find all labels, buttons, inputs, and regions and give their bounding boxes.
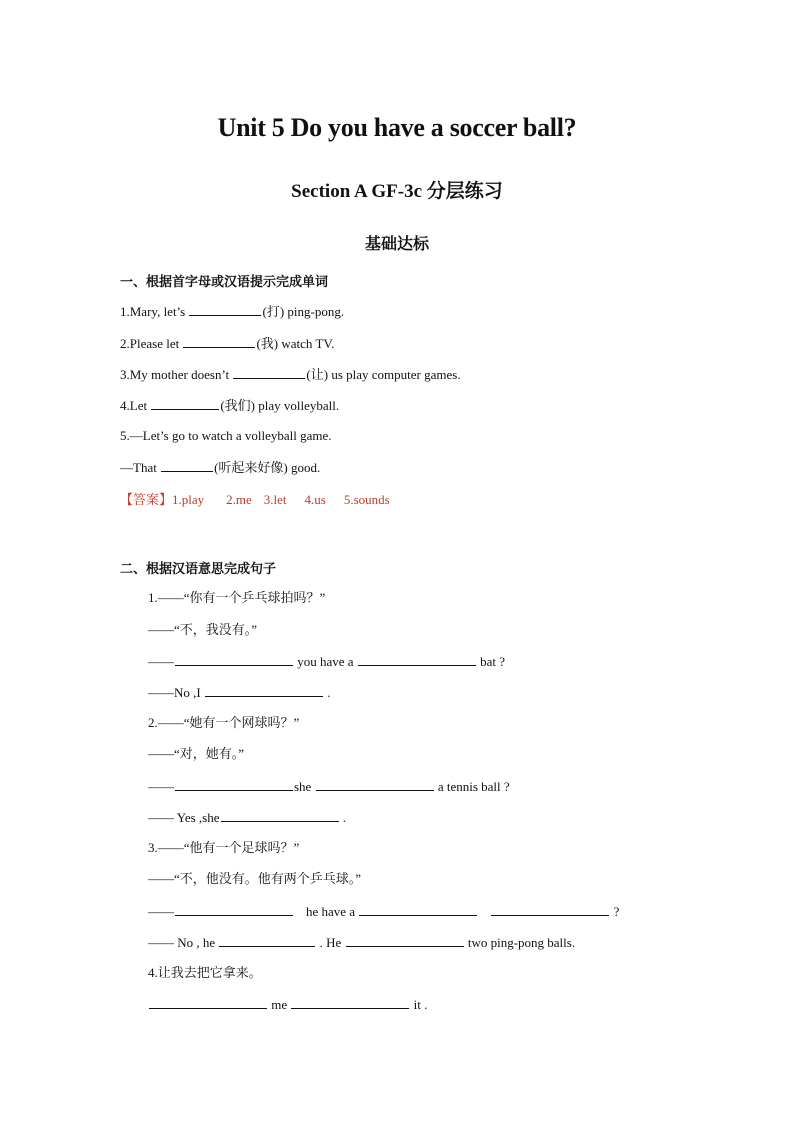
exercise-1-5-response: —That (听起来好像) good. [120,460,321,475]
exercise-2-4-chinese: 4.让我去把它拿来。 [148,965,262,980]
page-title: Unit 5 Do you have a soccer ball? [217,113,577,142]
answer-blank[interactable] [151,397,219,410]
answer-blank[interactable] [316,778,434,791]
answer-blank[interactable] [359,903,477,916]
exercise-2-4-english: me it . [148,996,427,1013]
exercise-1-3: 3.My mother doesn’t (让) us play computer games. [120,367,461,382]
level-heading: 基础达标 [364,234,429,253]
exercise-2-2-english-question: —— she a tennis ball ? [148,779,510,794]
answer-blank[interactable] [175,903,293,916]
answer-blank[interactable] [189,303,261,316]
exercise-1-2: 2.Please let (我) watch TV. [120,336,335,351]
section-1-heading: 一、根据首字母或汉语提示完成单词 [120,275,329,290]
answer-blank[interactable] [233,366,305,379]
answer-blank[interactable] [183,335,255,348]
answer-blank[interactable] [149,996,267,1009]
answer-blank[interactable] [346,934,464,947]
exercise-2-1-chinese-question: 1.——“你有一个乒乓球拍吗？” [148,590,326,605]
exercise-1-1: 1.Mary, let’s (打) ping-pong. [120,304,345,319]
answer-blank[interactable] [205,684,323,697]
exercise-1-4: 4.Let (我们) play volleyball. [120,398,340,413]
answer-blank[interactable] [491,903,609,916]
exercise-2-1-chinese-answer: ——“不，我没有。” [148,622,258,637]
exercise-2-2-chinese-question: 2.——“她有一个网球吗？” [148,715,300,730]
exercise-2-3-english-answer: —— No , he . He two ping-pong balls. [148,935,576,950]
section-subtitle: Section A GF-3c 分层练习 [291,181,503,202]
exercise-2-3-english-question: —— he have a ? [148,904,620,919]
exercise-2-3-chinese-question: 3.——“他有一个足球吗？” [148,840,300,855]
exercise-2-2-english-answer: —— Yes ,she . [148,810,347,825]
answer-blank[interactable] [221,809,339,822]
answer-blank[interactable] [161,459,213,472]
answer-blank[interactable] [358,653,476,666]
answer-blank[interactable] [291,996,409,1009]
answer-key: 【答案】1.play 2.me 3.let 4.us 5.sounds [120,492,390,507]
exercise-2-3-chinese-answer: ——“不，他没有。他有两个乒乓球。” [148,871,362,886]
answer-blank[interactable] [175,778,293,791]
exercise-2-2-chinese-answer: ——“对，她有。” [148,746,245,761]
exercise-2-1-english-question: —— you have a bat ? [148,654,505,669]
exercise-2-1-english-answer: ——No ,I . [148,685,331,700]
answer-blank[interactable] [175,653,293,666]
answer-blank[interactable] [219,934,315,947]
exercise-1-5-prompt: 5.—Let’s go to watch a volleyball game. [120,428,332,443]
section-2-heading: 二、根据汉语意思完成句子 [120,562,277,577]
